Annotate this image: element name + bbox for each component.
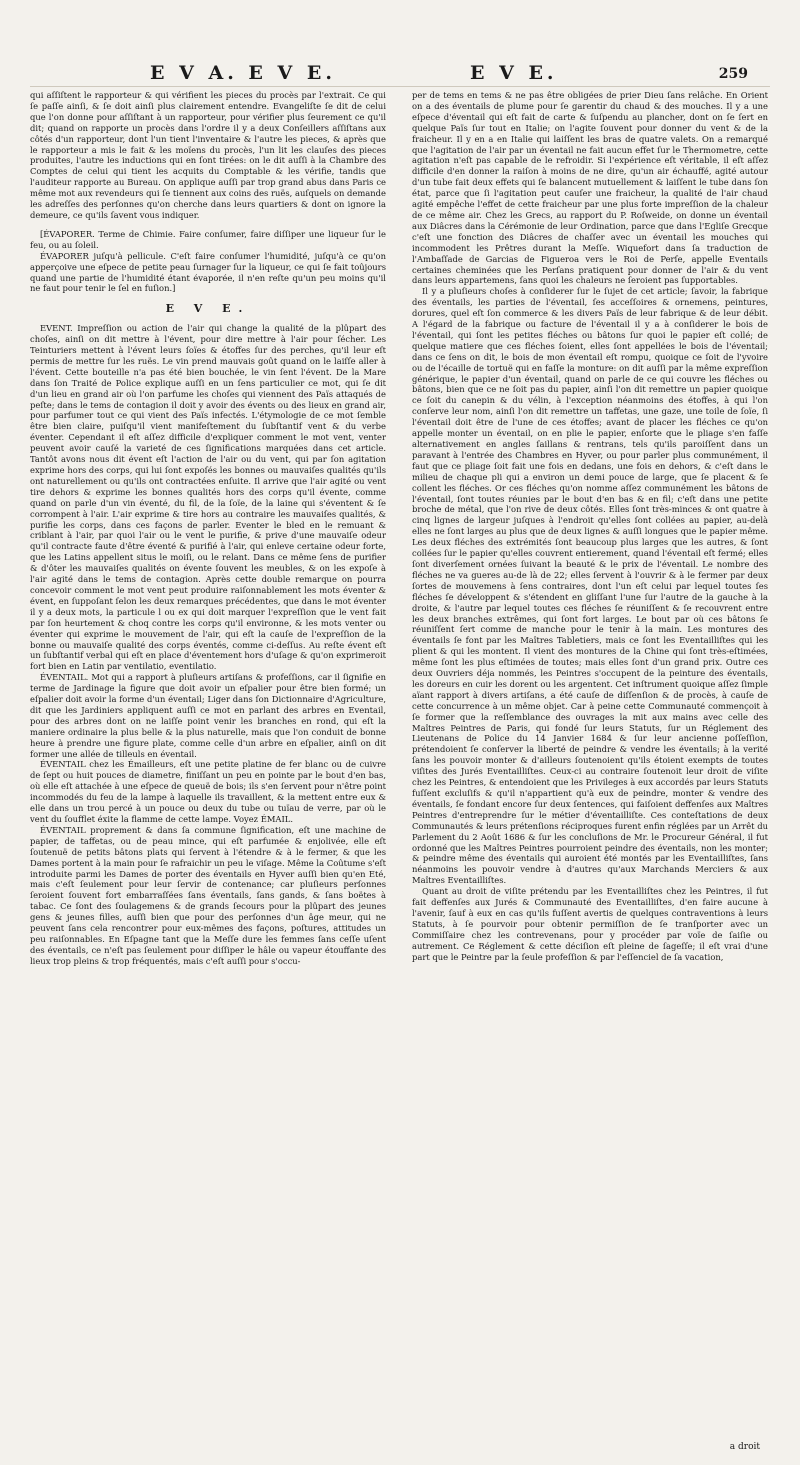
entry-eventail-continued: per de tems en tems & ne pas être obligées de prier Dieu ſans relâche. En Orient on a des éventails de plume pour ſe garentir du chaud & des mouches. Il y a une eſpece d'éventail qui eſt fait de carte & ſuſpendu au plancher, dont on ſe ſert en quelque Païs ſur tout en Italie; on l'agite ſouvent pour donner du vent & de la fraicheur. Il y en a en Italie qui laiſſent les bras de quatre valets. On a remarqué que l'agitation de l'air par un éventail ne fait aucun effet ſur le Thermometre, cette agitation n'eſt pas capable de le refroidir. Si l'expérience eſt véritable, il eſt aſſez difficile d'en donner la raiſon à moins de ne dire, qu'un air échauffé, agité autour d'un tube fait deux effets qui ſe balancent mutuellement & laiſſent le tube dans ſon état, parce que ſi l'agitation peut cauſer une fraicheur, la qualité de l'air chaud agité empêche l'effet de cette fraicheur par une plus forte impreſſion de la chaleur de ce même air. Chez les Grecs, au rapport du P. Roſweide, on donne un éventail aux Diâcres dans la Cérémonie de leur Ordination, parce que dans l'Egliſe Grecque c'eſt une fonction des Diâcres de chaſſer avec un éventail les mouches qui incommodent les Prêtres durant la Meſſe. Wiquefort dans ſa traduction de l'Ambaſſade de Garcias de Figueroa vers le Roi de Perſe, appelle Eventails certaines cheminées que les Perſans pratiquent pour donner de l'air & du vent dans leurs appartemens, ſans quoi les chaleurs ne ſeroient pas ſupportables.	[412, 90, 768, 286]
entry-eventail-fabrique: Il y a pluſieurs choſes à conſiderer ſur le ſujet de cet article; ſavoir, la fabrique des éventails, les parties de l'éventail, ſes acceſſoires & ornemens, peintures, dorures, quel eſt ſon commerce & les divers Païs de leur fabrique & de leur débit. A l'égard de la fabrique ou facture de l'éventail il y a à conſiderer le bois de l'éventail, qui ſont les petites fléches ou bâtons ſur quoi le papier eſt collé; de quelque matiere que ces fléches ſoient, elles ſont appellées le bois de l'éventail; dans ce ſens on dit, le bois de mon éventail eſt rompu, quoique ce ſoit de l'yvoire ou de l'écaille de tortuë qui en faſſe la monture: on dit auſſi par la même expreſſion générique, le papier d'un éventail, quand on parle de ce qui couvre les fléches ou bâtons, bien que ce ne ſoit pas du papier, ainſi l'on dit remettre un papier quoique ce ſoit du canepin & du vélin, à l'exception néanmoins des étoffes, à qui l'on conſerve leur nom, ainſi l'on dit remettre un taffetas, une gaze, une toile de ſoïe, ſi l'éventail doit être de l'une de ces étoffes; avant de placer les fléches ce qu'on appelle monter un éventail, on en plie le papier, enſorte que le pliage s'en faſſe alternativement en angles ſaillans & rentrans, tels qu'ils paroiſſent dans un paravant à l'entrée des Chambres en Hyver, ou pour parler plus communément, il faut que ce pliage ſoit fait une fois en dedans, une fois en dehors, & c'eſt dans le milieu de chaque pli qui a environ un demi pouce de large, que ſe placent & ſe collent les fléches. Or ces fléches qu'on nomme aſſez communément les bâtons de l'éventail, ſont toutes réunies par le bout d'en bas & en fil; c'eſt dans une petite broche de métal, que l'on rive de deux côtés. Elles ſont très-minces & ont quatre à cinq lignes de largeur juſques à l'endroit qu'elles ſont collées au papier, au-delà elles ne ſont larges au plus que de deux lignes & auſſi longues que le papier même. Les deux fléches des extrémités ſont beaucoup plus larges que les autres, & ſont collées ſur le papier qu'elles couvrent entierement, quand l'éventail eſt fermé; elles ſont diverſement ornées ſuivant la beauté & le prix de l'éventail. Le nombre des fléches ne va gueres au-de là de 22; elles ſervent à l'ouvrir & à le fermer par deux ſortes de mouvemens à ſens contraires, dont l'un eſt celui par lequel toutes ſes fléches ſe développent & s'étendent en gliſſant l'une ſur l'autre de la gauche à la droite, & l'autre par lequel toutes ces fléches ſe réuniſſent & ſe recouvrent entre les deux branches extrêmes, qui ſont fort larges. Le bout par où ces bâtons ſe réuniſſent ſert comme de manche pour le tenir à la main. Les montures des éventails ſe font par les Maîtres Tabletiers, mais ce ſont les Eventailliſtes qui les plient & qui les montent. Il vient des montures de la Chine qui ſont très-eſtimées, même ſont les plus eſtimées de toutes; mais elles ſont d'un grand prix. Outre ces deux Ouvriers déja nommés, les Peintres s'occupent de la peinture des éventails, les doreurs en cuir les dorent ou les argentent. Cet inſtrument quoique aſſez ſimple aïant rapport à divers artiſans, a été cauſe de diſſenſion & de procès, à cauſe de cette concurrence à un même objet. Car à peine cette Communauté commençoit à ſe former que la reſſemblance des ouvrages la mit aux mains avec celle des Maîtres Peintres de Paris, qui fondé ſur leurs Statuts, ſur un Réglement des Lieutenans de Police du 14 Janvier 1684 & ſur leur ancienne poſſeſſion, prétendoient ſe conſerver la liberté de peindre & vendre les éventails; à la verité ſans les pouvoir monter & d'ailleurs ſoutenoient qu'ils étoient exempts de toutes viſites des Jurés Eventailliſtes. Ceux-ci au contraire ſoutenoit leur droit de viſite chez les Peintres, & entendoient que les Privileges à eux accordés par leurs Statuts fuſſent excluſifs & qu'il n'appartient qu'à eux de peindre, monter & vendre des éventails, ſe fondant encore ſur deux ſentences, qui faiſoient deffenſes aux Maîtres Peintres d'entreprendre ſur le métier d'éventailliſte. Ces conteſtations de deux Communautés & leurs prétenſions réciproques furent enfin réglées par un Arrêt du Parlement du 2 Août 1686 & ſur les concluſions de Mr. le Procureur Général, il fut ordonné que les Maîtres Peintres pourroient peindre des éventails, non les monter; & peindre même des éventails qui auroient été montés par les Eventailliſtes, ſans néanmoins les pouvoir vendre à d'autres qu'aux Marchands Merciers & aux Maîtres Eventailliſtes.	[412, 286, 768, 886]
entry-eventail-emailleurs: ÉVENTAIL chez les Émailleurs, eſt une petite platine de fer blanc ou de cuivre de ſept ou huit pouces de diametre, finiſſant un peu en pointe par le bout d'en bas, où elle eſt attachée à une eſpece de queuë de bois; ils s'en ſervent pour n'être point incommodés du feu de la lampe à laquelle ils travaillent, & la mettent entre eux & elle dans un trou percé à un pouce ou deux du tube ou tuïau de verre, par où le vent du ſoufflet éxite la flamme de cette lampe. Voyez ÉMAIL.	[30, 759, 386, 824]
section-heading-eve: E V E.	[165, 302, 251, 316]
header-rule	[30, 86, 770, 87]
entry-eventail-proprement: ÉVENTAIL proprement & dans ſa commune ſignification, eſt une machine de papier, de taffetas, ou de peau mince, qui eſt parfumée & enjolivée, elle eſt ſoutenuë de petits bâtons plats qui ſervent à l'étendre & à le fermer, & que les Dames portent à la main pour ſe rafraichir un peu le viſage. Même la Coûtume s'eſt introduite parmi les Dames de porter des éventails en Hyver auſſi bien qu'en Eté, mais c'eſt ſeulement pour leur ſervir de contenance; car pluſieurs perſonnes ſeroient ſouvent fort embarraſſées ſans éventails, ſans gands, & ſans boëtes à tabac. Ce ſont des ſoulagemens & de grands ſecours pour la plûpart des jeunes gens & jeunes filles, auſſi bien que pour des perſonnes d'un âge meur, qui ne peuvent ſans cela rencontrer pour eux-mêmes des façons, poſtures, attitudes un peu raiſonnables. En Eſpagne tant que la Meſſe dure les femmes ſans ceſſe uſent des éventails, ce n'eſt pas ſeulement pour diſſiper le hâle ou vapeur étouffante des lieux trop pleins & trop fréquentés, mais c'eſt auſſi pour s'occu-	[30, 824, 386, 966]
entry-eventail-droit-visite: Quant au droit de viſite prétendu par les Eventailliſtes chez les Peintres, il fut fait deffenſes aux Jurés & Communauté des Eventailliſtes, d'en faire aucune à l'avenir, ſauf à eux en cas qu'ils fuſſent avertis de quelques contraventions à leurs Statuts, à ſe pourvoir pour obtenir permiſſion de ſe tranſporter avec un Commiſſaire chez les contrevenans, pour y procéder par voïe de ſaiſie ou autrement. Ce Réglement & cette déciſion eſt pleine de ſageſſe; il eſt vrai d'une part que le Peintre par la ſeule profeſſion & par l'eſſenciel de ſa vacation,	[412, 886, 768, 962]
left-column	[30, 90, 386, 967]
right-column	[412, 90, 768, 963]
running-head-right: E V E.	[470, 62, 558, 84]
page-number: 259	[718, 66, 748, 82]
entry-evaporer-pellicule: ÉVAPORER juſqu'à pellicule. C'eſt faire conſumer l'humidité, juſqu'à ce qu'on apperçoive une eſpece de petite peau ſurnager ſur la liqueur, ce qui ſe fait toûjours quand une partie de l'humidité étant évaporée, il n'en reſte qu'un peu moins qu'il ne faut pour tenir le ſel en fuſion.]	[30, 250, 386, 294]
catchword: a droit	[729, 1442, 760, 1452]
entry-eventail-jardinage: ÉVENTAIL. Mot qui a rapport à pluſieurs artiſans & profeſſions, car il ſignifie en terme de Jardinage la figure que doit avoir un eſpalier pour être bien formé; un eſpalier doit avoir la forme d'un éventail; Liger dans ſon Dictionnaire d'Agriculture, dit que les Jardiniers appliquent auſſi ce mot en parlant des arbres en Eventail, pour des arbres dont on ne laiſſe point venir les branches en rond, qui eſt la maniere ordinaire la plus belle & la plus naturelle, mais que l'on conduit de bonne heure à prendre une figure plate, comme celle d'un arbre en eſpalier, ainſi on dit former une allée de tilleuls en éventail.	[30, 672, 386, 759]
entry-evangeliste-continued: qui aſſiſtent le rapporteur & qui vérifient les pieces du procès par l'extrait. Ce qui ſe paſſe ainſi, & ſe doit ainſi plus clairement entendre. Evangeliſte ſe dit de celui que l'on donne pour aſſiſtant à un rapporteur, pour vérifier plus ſeurement ce qu'il dit; quand on rapporte un procès dans l'ordre il y a deux Conſeillers aſſiſtans aux côtés d'un rapporteur, dont l'un tient l'inventaire & l'autre les pieces, & après que le rapporteur a mis le fait & les moïens du procès, l'un lit les clauſes des pieces produites, l'autre les inductions qui en ſont tirées: on le dit auſſi à la Chambre des Comptes de celui qui tient les acquits du Comptable & les vérifie, tandis que l'auditeur rapporte au Bureau. On applique auſſi par trop grand abus dans Paris ce même mot aux revendeurs qui ſe tiennent aux coins des ruës, auſquels on demande les adreſſes des perſonnes qu'on cherche dans leurs quartiers & dont on ignore la demeure, ce qu'ils ſavent vous indiquer.	[30, 90, 386, 220]
entry-event: EVENT. Impreſſion ou action de l'air qui change la qualité de la plûpart des choſes, ainſi on dit mettre à l'évent, pour dire mettre à l'air pour ſécher. Les Teinturiers mettent à l'évent leurs ſoïes & étoffes ſur des perches, qu'il leur eſt permis de mettre ſur les ruës. Le vin prend mauvais goût quand on le laiſſe aller à l'évent. Cette bouteille n'a pas été bien bouchée, le vin ſent l'évent. De la Mare dans ſon Traité de Police explique auſſi en un ſens particulier ce mot, qui ſe dit d'un lieu en grand air où l'on parfume les choſes qui viennent des Païs attaqués de peſte; dans le tems de contagion il doit y avoir des évents ou des lieux en grand air, pour parfumer tout ce qui vient des Païs infectés. L'étymologie de ce mot ſemble être bien claire, puiſqu'il vient manifeſtement du ſubſtantif vent & du verbe éventer. Cependant il eſt aſſez difficile d'expliquer comment le mot vent, venter peuvent avoir cauſé la varieté de ces ſignifications marquées dans cet article. Tantôt avons nous dit évent eſt l'action de l'air ou du vent, qui par ſon agitation exprime hors des corps, qui lui ſont expoſés les bonnes ou mauvaiſes qualités qu'ils ont naturellement ou qu'ils ont contractées enſuite. Il arrive que l'air agité ou vent tire dehors & exprime les bonnes qualités hors des corps qu'il évente, comme quand on parle d'un vin éventé, du fil, de la ſoïe, de la laine qui s'éventent & ſe corrompent à l'air. L'air exprime & tire hors au contraire les mauvaiſes qualités, & purifie les corps, dans ces façons de parler. Eventer le bled en le remuant & criblant à l'air, par quoi l'air ou le vent le purifie, & prive d'une mauvaiſe odeur qu'il contracte faute d'être éventé & purifié à l'air, qui enleve certaine odeur forte, que les Latins appellent situs le moiſi, ou le relant. Dans ce même ſens de purifier & d'ôter les mauvaiſes qualités on évente ſouvent les meubles, & on les expoſe à l'air agité dans le tems de contagion. Après cette double remarque on pourra concevoir comment le mot vent peut produire raiſonnablement les mots éventer & évent, en ſuppoſant ſelon les deux remarques précédentes, que dans le mot éventer il y a deux mots, la particule l ou ex qui doit marquer l'expreſſion que le vent fait par ſon heurtement & choq contre les corps qu'il environne, & les mots venter ou éventer qui exprime le mouvement de l'air, qui eſt la cauſe de l'expreſſion de la bonne ou mauvaiſe qualité des corps éventés, comme ci-deſſus. Au reſte évent eſt un ſubſtantif verbal qui eſt en place d'éventement hors d'uſage & qu'on exprimeroit fort bien en Latin par ventilatio, eventilatio.	[30, 323, 386, 672]
running-head-left: E V A. E V E.	[150, 62, 336, 84]
entry-evaporer: [ÉVAPORER. Terme de Chimie. Faire conſumer, faire diſſiper une liqueur ſur le feu, ou au ſoleil.	[30, 228, 386, 250]
